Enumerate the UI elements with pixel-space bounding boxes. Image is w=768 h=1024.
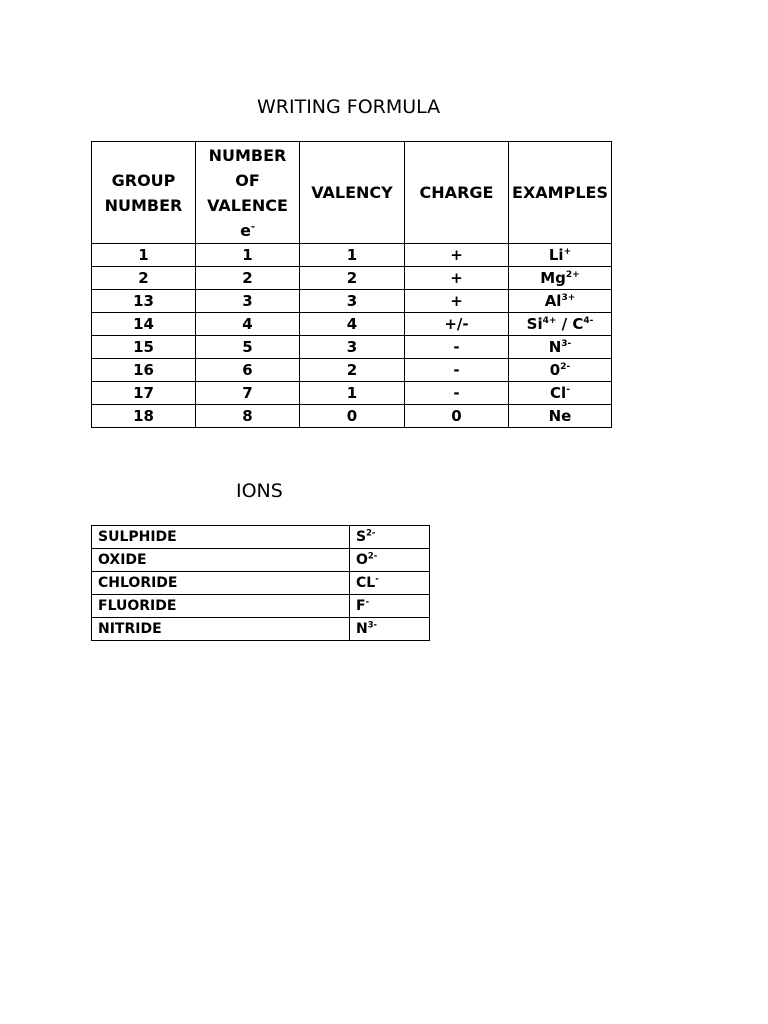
cell-group-number: 1	[92, 244, 196, 267]
cell-ion-symbol: F-	[350, 595, 430, 618]
table-row	[92, 405, 612, 428]
cell-valency: 2	[300, 359, 405, 382]
cell-valency: 3	[300, 336, 405, 359]
cell-group-number: 15	[92, 336, 196, 359]
table-row	[92, 290, 612, 313]
ions-table	[91, 525, 430, 641]
cell-valence-electrons: 6	[196, 359, 300, 382]
cell-example: Cl-	[509, 382, 612, 405]
cell-example: Li+	[509, 244, 612, 267]
cell-ion-name: CHLORIDE	[92, 572, 350, 595]
cell-charge: +/-	[405, 313, 509, 336]
header-valence-electrons: NUMBER OF VALENCE e-	[196, 142, 300, 244]
cell-valency: 4	[300, 313, 405, 336]
cell-group-number: 14	[92, 313, 196, 336]
cell-example: $0^{2-}$	[509, 359, 612, 382]
cell-valence-electrons: 1	[196, 244, 300, 267]
cell-valence-electrons: 8	[196, 405, 300, 428]
page-title: WRITING FORMULA	[257, 96, 441, 118]
cell-charge: -	[405, 359, 509, 382]
table-row	[92, 526, 430, 549]
table-row	[92, 267, 612, 290]
cell-group-number: 17	[92, 382, 196, 405]
table-row	[92, 549, 430, 572]
cell-charge: +	[405, 244, 509, 267]
cell-group-number: 16	[92, 359, 196, 382]
cell-ion-symbol: $N^{3-}$	[350, 618, 430, 641]
cell-valency: 1	[300, 382, 405, 405]
cell-valence-electrons: 5	[196, 336, 300, 359]
table-row	[92, 313, 612, 336]
cell-charge: +	[405, 267, 509, 290]
header-examples: EXAMPLES	[509, 142, 612, 244]
writing-formula-table	[91, 141, 612, 428]
table-header-row	[92, 142, 612, 244]
table-row	[92, 572, 430, 595]
cell-valency: 2	[300, 267, 405, 290]
cell-ion-name: NITRIDE	[92, 618, 350, 641]
cell-example: $Mg^{2+}$	[509, 267, 612, 290]
cell-ion-name: FLUORIDE	[92, 595, 350, 618]
cell-valency: 1	[300, 244, 405, 267]
cell-example: $N^{3-}$	[509, 336, 612, 359]
cell-ion-symbol: CL-	[350, 572, 430, 595]
table-row	[92, 336, 612, 359]
cell-valence-electrons: 4	[196, 313, 300, 336]
cell-group-number: 13	[92, 290, 196, 313]
cell-ion-symbol: $S^{2-}$	[350, 526, 430, 549]
cell-example: Ne	[509, 405, 612, 428]
table-row	[92, 244, 612, 267]
table-row	[92, 382, 612, 405]
header-charge: CHARGE	[405, 142, 509, 244]
header-group-number: GROUP NUMBER	[92, 142, 196, 244]
cell-valency: 3	[300, 290, 405, 313]
table-row	[92, 595, 430, 618]
cell-ion-name: SULPHIDE	[92, 526, 350, 549]
header-valency: VALENCY	[300, 142, 405, 244]
cell-charge: -	[405, 336, 509, 359]
cell-valence-electrons: 2	[196, 267, 300, 290]
cell-valence-electrons: 7	[196, 382, 300, 405]
cell-valency: 0	[300, 405, 405, 428]
cell-group-number: 2	[92, 267, 196, 290]
cell-ion-name: OXIDE	[92, 549, 350, 572]
cell-charge: +	[405, 290, 509, 313]
cell-valence-electrons: 3	[196, 290, 300, 313]
table-row	[92, 618, 430, 641]
cell-example: $Si^{4+} / C^{4-}$	[509, 313, 612, 336]
cell-charge: -	[405, 382, 509, 405]
cell-charge: 0	[405, 405, 509, 428]
ions-title: IONS	[236, 480, 283, 502]
cell-ion-symbol: $O^{2-}$	[350, 549, 430, 572]
cell-example: $Al^{3+}$	[509, 290, 612, 313]
table-row	[92, 359, 612, 382]
cell-group-number: 18	[92, 405, 196, 428]
